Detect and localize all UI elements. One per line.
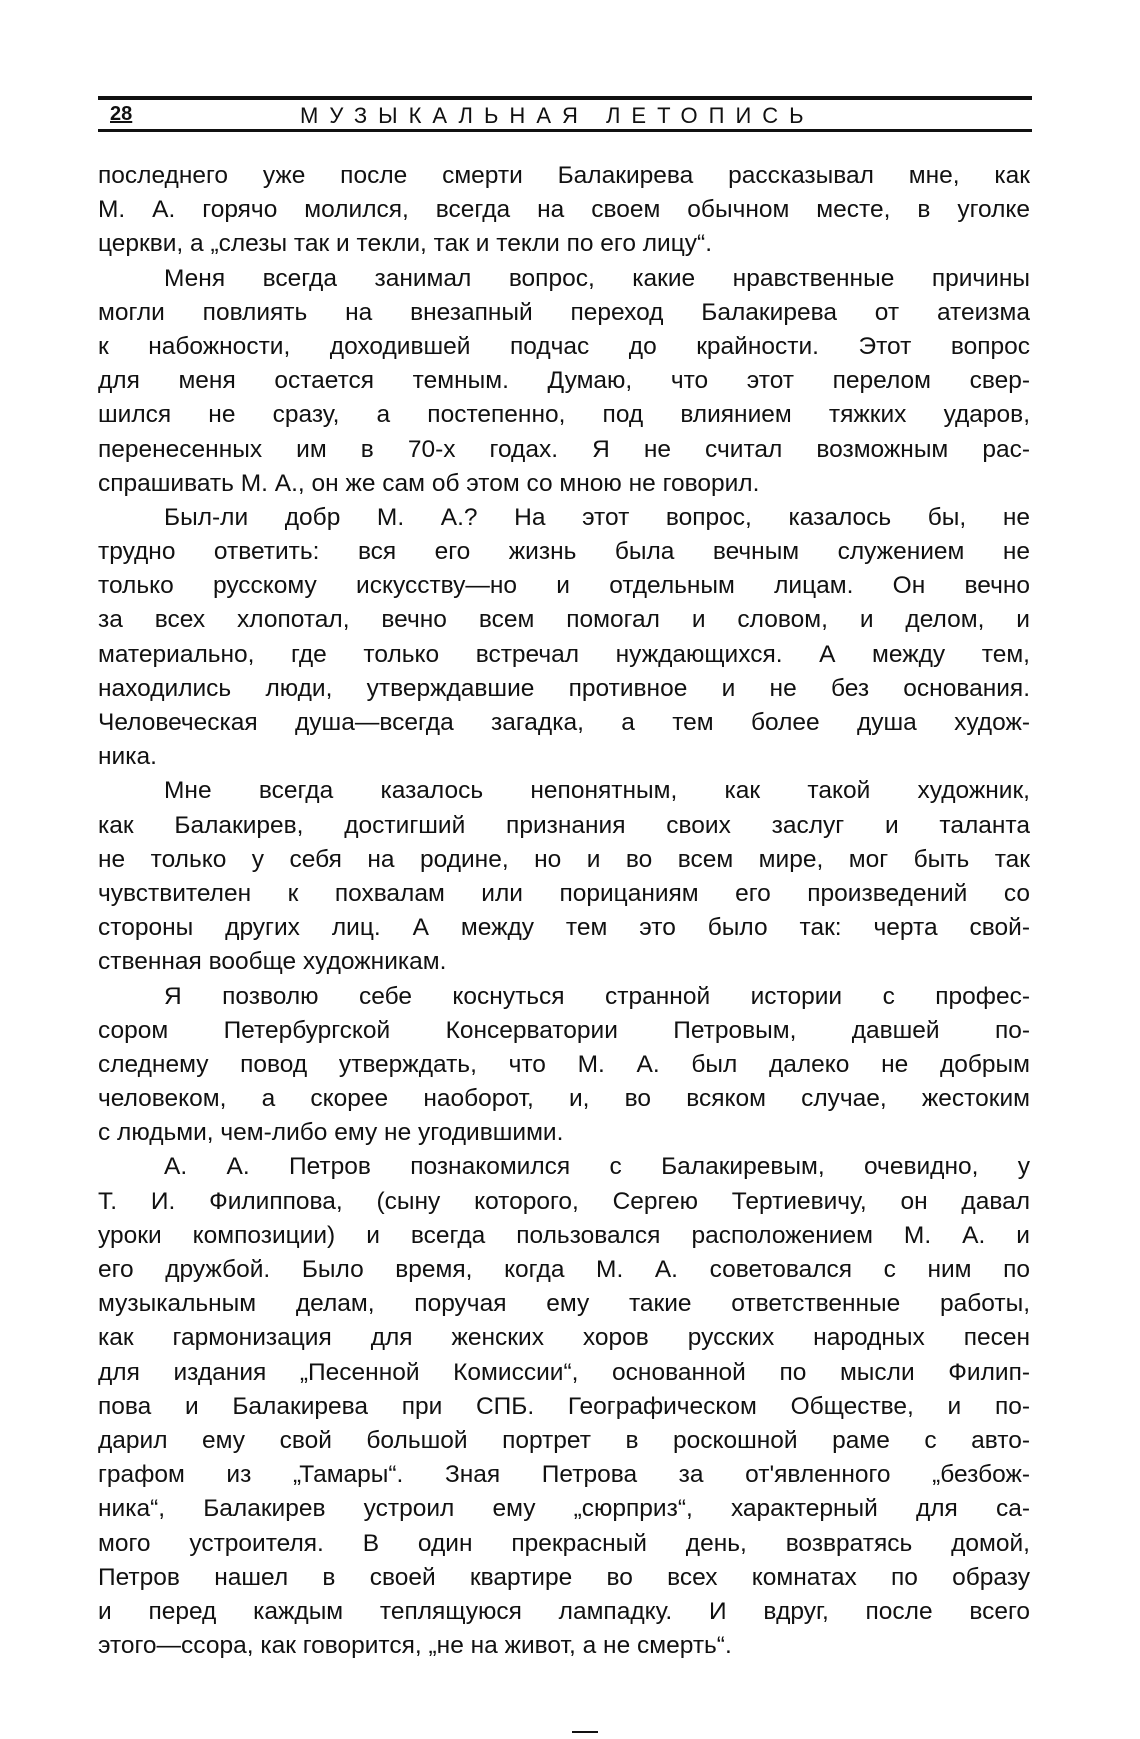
page-number: 28 — [110, 103, 133, 125]
text-line: человеком, а скорее наоборот, и, во всяком случае, жестоким — [98, 1085, 1030, 1113]
text-line: материально, где только встречал нуждающихся. А между тем, — [98, 640, 1030, 668]
text-line: как гармонизация для женских хоров русских народных песен — [98, 1324, 1030, 1352]
text-line: последнего уже после смерти Балакирева рассказывал мне, как — [98, 162, 1030, 189]
text-line: как Балакирев, достигший признания своих заслуг и таланта — [98, 811, 1030, 839]
text-line: перенесенных им в 70-х годах. Я не считал возможным рас- — [98, 435, 1030, 463]
text-line: графом из „Тамары“. Зная Петрова за от'явленного „безбож- — [98, 1461, 1030, 1489]
text-line: Был-ли добр М. А.? На этот вопрос, казалось бы, не — [164, 503, 1030, 531]
paragraph — [98, 774, 1030, 979]
text-line: ника“, Балакирев устроил ему „сюрприз“, характерный для са- — [98, 1495, 1030, 1523]
text-line: за всех хлопотал, вечно всем помогал и словом, и делом, и — [98, 606, 1030, 634]
paragraph — [98, 262, 1030, 501]
body-text — [98, 159, 1030, 1663]
header-rule-bottom — [98, 129, 1032, 132]
text-line: Меня всегда занимал вопрос, какие нравственные причины — [164, 264, 1030, 292]
paragraph — [98, 980, 1030, 1151]
text-line: Т. И. Филиппова, (сыну которого, Сергею Тертиевичу, он давал — [98, 1187, 1030, 1215]
text-line: трудно ответить: вся его жизнь была вечным служением не — [98, 538, 1030, 566]
text-line: А. А. Петров познакомился с Балакиревым, очевидно, у — [164, 1153, 1030, 1181]
text-line: этого—ссора, как говорится, „не на живот, а не смерть“. — [98, 1632, 732, 1660]
text-line: Мне всегда казалось непонятным, как такой художник, — [164, 777, 1030, 805]
text-line: его дружбой. Было время, когда М. А. советовался с ним по — [98, 1256, 1030, 1283]
text-line: с людьми, чем-либо ему не угодившими. — [98, 1119, 564, 1147]
text-line: шился не сразу, а постепенно, под влиянием тяжких ударов, — [98, 401, 1030, 429]
text-line: только русскому искусству—но и отдельным лицам. Он вечно — [98, 572, 1030, 600]
text-line: Я позволю себе коснуться странной истории с профес- — [164, 982, 1030, 1010]
text-line: дарил ему свой большой портрет в роскошной раме с авто- — [98, 1426, 1030, 1454]
text-line: чувствителен к похвалам или порицаниям его произведений со — [98, 879, 1030, 907]
text-line: Человеческая душа—всегда загадка, а тем более душа худож- — [98, 709, 1030, 736]
paragraph — [98, 1150, 1030, 1663]
text-line: сором Петербургской Консерватории Петровым, давшей по- — [98, 1016, 1030, 1044]
text-line: и перед каждым теплящуюся лампадку. И вдруг, после всего — [98, 1597, 1030, 1625]
text-line: для издания „Песенной Комиссии“, основанной по мысли Филип- — [98, 1358, 1030, 1386]
running-title: МУЗЫКАЛЬНАЯ ЛЕТОПИСЬ — [300, 103, 815, 128]
text-line: мого устроителя. В один прекрасный день, возвратясь домой, — [98, 1529, 1030, 1557]
text-line: церкви, а „слезы так и текли, так и текли по его лицу“. — [98, 230, 712, 258]
text-line: уроки композиции) и всегда пользовался расположением М. А. и — [98, 1221, 1030, 1249]
text-line: следнему повод утверждать, что М. А. был далеко не добрым — [98, 1050, 1030, 1078]
text-line: для меня остается темным. Думаю, что этот перелом свер- — [98, 367, 1030, 395]
text-line: пова и Балакирева при СПБ. Географическом Обществе, и по- — [98, 1392, 1030, 1420]
paragraph — [98, 159, 1030, 262]
text-line: ника. — [98, 743, 157, 771]
paragraph — [98, 501, 1030, 775]
text-line: М. А. горячо молился, всегда на своем обычном месте, в уголке — [98, 196, 1030, 224]
text-line: спрашивать М. А., он же сам об этом со мною не говорил. — [98, 469, 760, 497]
text-line: могли повлиять на внезапный переход Балакирева от атеизма — [98, 298, 1030, 326]
header-rule-top — [98, 96, 1032, 100]
text-line: не только у себя на родине, но и во всем мире, мог быть так — [98, 845, 1030, 873]
text-line: Петров нашел в своей квартире во всех комнатах по образу — [98, 1563, 1030, 1591]
text-line: ственная вообще художникам. — [98, 948, 447, 976]
text-line: находились люди, утверждавшие противное и не без основания. — [98, 674, 1030, 702]
text-line: музыкальным делам, поручая ему такие ответственные работы, — [98, 1290, 1030, 1318]
text-line: к набожности, доходившей подчас до крайности. Этот вопрос — [98, 332, 1030, 360]
footer-dash — [572, 1731, 598, 1733]
text-line: стороны других лиц. А между тем это было так: черта свой- — [98, 914, 1030, 942]
